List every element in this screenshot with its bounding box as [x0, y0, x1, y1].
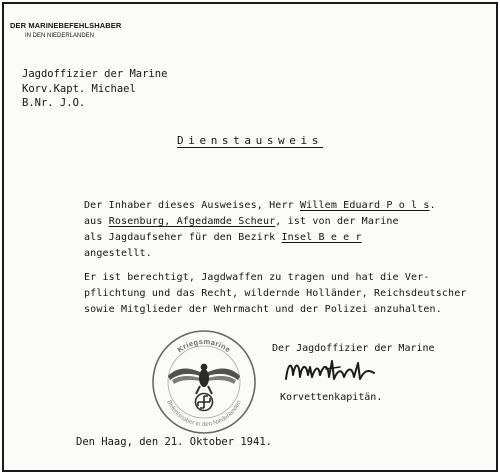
district-label: als Jagdaufseher für den Bezirk	[84, 232, 282, 243]
sender-office: Jagdoffizier der Marine	[22, 68, 168, 80]
handwritten-signature	[282, 355, 386, 387]
paragraph1-line4: angestellt.	[84, 248, 152, 259]
place-and-date: Den Haag, den 21. Oktober 1941.	[76, 436, 272, 448]
district-name: Insel B e e r	[281, 232, 362, 243]
svg-text:Kriegsmarine	[176, 337, 233, 355]
letterhead-line1: DER MARINEBEFEHLSHABER	[10, 21, 122, 30]
signature-title: Der Jagdoffizier der Marine	[272, 343, 435, 354]
stamp-bottom-text: Befehlshaber in den Niederlanden	[165, 399, 243, 429]
holder-label: Der Inhaber dieses Ausweises, Herr	[84, 200, 300, 211]
holder-name: Willem Eduard P o l s	[299, 200, 430, 211]
stamp-top-text: Kriegsmarine	[175, 336, 233, 355]
letterhead-line2: IN DEN NIEDERLANDEN	[25, 33, 95, 39]
paragraph1-line2	[84, 216, 399, 227]
eagle-swastika-seal-icon	[150, 328, 258, 436]
reference-number: B.Nr. J.O.	[22, 97, 86, 109]
paragraph2-line2: pflichtung und das Recht, wildernde Holländer, Reichsdeutscher	[84, 288, 467, 299]
signature-rank: Korvettenkapitän.	[280, 392, 383, 403]
paragraph2-line3: sowie Mitglieder der Wehrmacht und der Polizei anzuhalten.	[84, 304, 442, 315]
document-title: Dienstausweis	[177, 134, 323, 147]
sender-officer: Korv.Kapt. Michael	[22, 83, 136, 95]
document-page	[2, 2, 498, 472]
holder-name-end: .	[429, 200, 436, 211]
paragraph1-line1	[84, 200, 436, 211]
origin-suffix: , ist von der Marine	[275, 216, 399, 227]
paragraph2-line1: Er ist berechtigt, Jagdwaffen zu tragen und hat die Ver-	[84, 272, 430, 283]
paragraph1-line3	[84, 232, 362, 243]
origin-place: Rosenburg, Afgedamde Scheur	[108, 216, 276, 227]
origin-label: aus	[84, 216, 109, 227]
